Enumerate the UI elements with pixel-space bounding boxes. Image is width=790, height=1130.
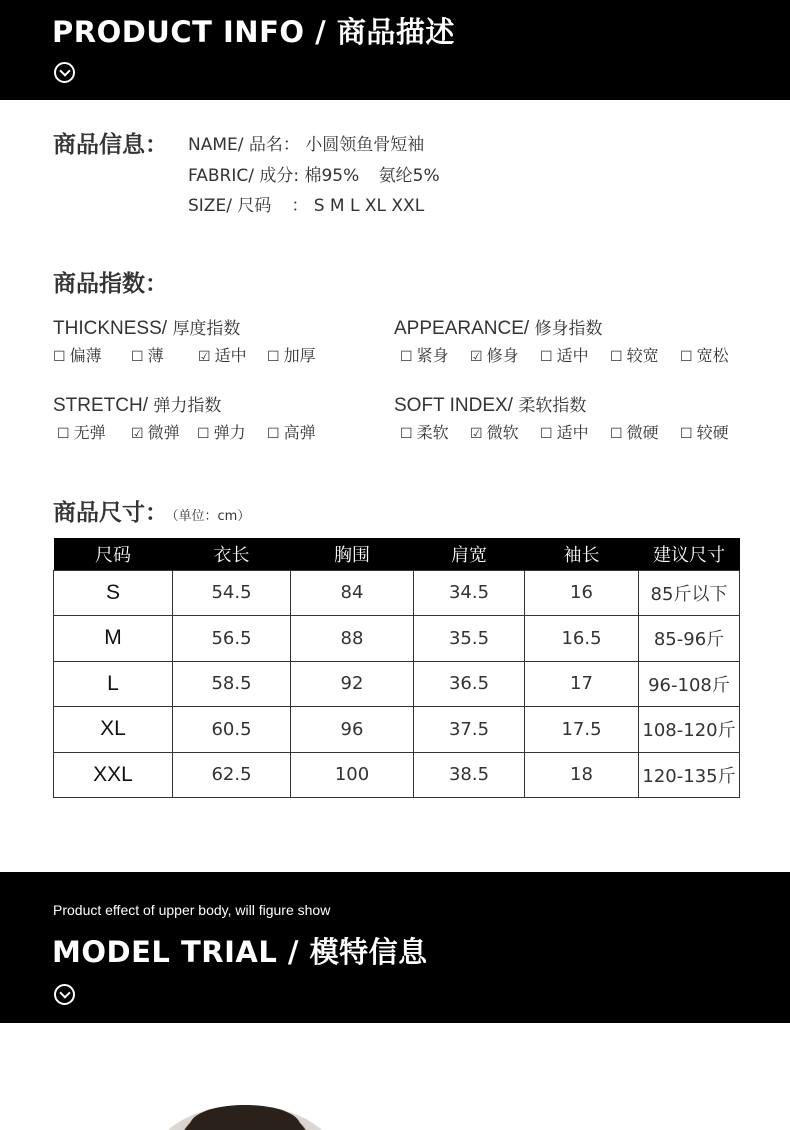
table-cell: 85斤以下 xyxy=(639,570,740,616)
index-option-label: 偏薄 xyxy=(69,346,102,365)
soft-index-label: SOFT INDEX/ 柔软指数 xyxy=(394,395,587,416)
table-cell: 17.5 xyxy=(525,707,639,753)
table-cell: 84 xyxy=(291,570,414,616)
model-trial-banner xyxy=(0,872,790,1023)
index-option xyxy=(131,420,180,443)
header-shoulder: 肩宽 xyxy=(414,538,525,570)
model-trial-title: MODEL TRIAL / 模特信息 xyxy=(52,935,428,969)
size-line xyxy=(188,191,440,222)
index-option-label: 无弹 xyxy=(73,423,106,442)
index-option xyxy=(53,343,102,366)
unchecked-box-icon: ☐ xyxy=(610,349,623,365)
index-option-label: 适中 xyxy=(214,346,247,365)
table-row xyxy=(54,707,740,753)
thickness-index xyxy=(53,314,383,365)
index-option-label: 柔软 xyxy=(416,423,449,442)
header-chest: 胸围 xyxy=(291,538,414,570)
appearance-options xyxy=(394,343,744,365)
index-option xyxy=(680,420,729,443)
header-length: 衣长 xyxy=(173,538,291,570)
size-value: S M L XL XXL xyxy=(313,196,425,216)
chevron-down-circle-icon xyxy=(54,62,75,83)
index-option-label: 高弹 xyxy=(283,423,316,442)
table-cell: 88 xyxy=(291,616,414,662)
name-line xyxy=(188,130,440,161)
fabric-value-spandex: 氨纶5% xyxy=(378,165,440,186)
size-table-header xyxy=(54,538,740,570)
index-option-label: 加厚 xyxy=(283,346,316,365)
table-cell: 37.5 xyxy=(414,707,525,753)
table-cell: 58.5 xyxy=(173,661,291,707)
unchecked-box-icon: ☐ xyxy=(400,349,413,365)
index-option xyxy=(470,420,519,443)
index-option xyxy=(610,343,659,366)
size-heading: 商品尺寸： （单位：cm） xyxy=(53,500,251,526)
size-table xyxy=(53,538,740,798)
table-cell: 35.5 xyxy=(414,616,525,662)
appearance-index xyxy=(394,314,744,365)
table-cell: 34.5 xyxy=(414,570,525,616)
unchecked-box-icon: ☐ xyxy=(57,426,70,442)
name-value: 小圆领鱼骨短袖 xyxy=(305,135,425,155)
table-cell: 62.5 xyxy=(173,752,291,798)
table-cell: S xyxy=(54,570,173,616)
unchecked-box-icon: ☐ xyxy=(680,426,693,442)
product-info-title: PRODUCT INFO / 商品描述 xyxy=(52,15,455,49)
stretch-index-label: STRETCH/ 弹力指数 xyxy=(53,395,222,416)
checked-box-icon: ☑ xyxy=(198,349,211,365)
size-sep: ： xyxy=(291,196,309,216)
index-option-label: 微软 xyxy=(486,423,519,442)
table-cell: 96-108斤 xyxy=(639,661,740,707)
chevron-down-circle-icon xyxy=(54,984,75,1005)
index-option xyxy=(610,420,659,443)
soft-index xyxy=(394,391,744,442)
product-info-lines xyxy=(188,130,440,222)
stretch-index xyxy=(53,391,383,442)
name-label: NAME/ 品名： xyxy=(188,135,300,155)
index-heading: 商品指数： xyxy=(53,271,168,297)
table-cell: 100 xyxy=(291,752,414,798)
index-option-label: 适中 xyxy=(556,423,589,442)
unchecked-box-icon: ☐ xyxy=(400,426,413,442)
unit-note: （单位：cm） xyxy=(172,509,251,524)
table-cell: 92 xyxy=(291,661,414,707)
index-option xyxy=(267,420,316,443)
index-option xyxy=(131,343,164,366)
index-option xyxy=(198,343,247,366)
index-option-label: 微弹 xyxy=(147,423,180,442)
index-option-label: 薄 xyxy=(147,346,164,365)
checked-box-icon: ☑ xyxy=(131,426,144,442)
index-option xyxy=(267,343,316,366)
table-cell: 120-135斤 xyxy=(639,752,740,798)
thickness-index-label: THICKNESS/ 厚度指数 xyxy=(53,318,241,339)
fabric-value-cotton: 棉95% xyxy=(304,165,360,186)
unchecked-box-icon: ☐ xyxy=(540,349,553,365)
table-cell: 16.5 xyxy=(525,616,639,662)
index-option-label: 适中 xyxy=(556,346,589,365)
index-option xyxy=(400,420,449,443)
unchecked-box-icon: ☐ xyxy=(267,349,280,365)
table-cell: 85-96斤 xyxy=(639,616,740,662)
header-size: 尺码 xyxy=(54,538,173,570)
table-row xyxy=(54,752,740,798)
stretch-options xyxy=(53,420,383,442)
size-label: SIZE/ 尺码 xyxy=(188,196,272,216)
product-info-banner xyxy=(0,0,790,100)
table-cell: 38.5 xyxy=(414,752,525,798)
unchecked-box-icon: ☐ xyxy=(610,426,623,442)
index-option xyxy=(197,420,246,443)
model-hair-shape xyxy=(190,1105,300,1130)
index-option-label: 较硬 xyxy=(696,423,729,442)
index-option-label: 紧身 xyxy=(416,346,449,365)
index-option-label: 弹力 xyxy=(213,423,246,442)
unchecked-box-icon: ☐ xyxy=(53,349,66,365)
thickness-options xyxy=(53,343,383,365)
table-cell: 54.5 xyxy=(173,570,291,616)
table-cell: 18 xyxy=(525,752,639,798)
appearance-index-label: APPEARANCE/ 修身指数 xyxy=(394,318,603,339)
table-cell: XL xyxy=(54,707,173,753)
header-suggested: 建议尺寸 xyxy=(639,538,740,570)
table-row xyxy=(54,616,740,662)
index-option xyxy=(470,343,519,366)
table-cell: 36.5 xyxy=(414,661,525,707)
table-cell: 16 xyxy=(525,570,639,616)
unchecked-box-icon: ☐ xyxy=(131,349,144,365)
model-trial-subtitle: Product effect of upper body, will figure show xyxy=(53,902,331,918)
index-option xyxy=(540,343,589,366)
header-sleeve: 袖长 xyxy=(525,538,639,570)
index-option-label: 较宽 xyxy=(626,346,659,365)
index-option xyxy=(540,420,589,443)
fabric-label: FABRIC/ 成分: xyxy=(188,165,300,186)
table-cell: 56.5 xyxy=(173,616,291,662)
unchecked-box-icon: ☐ xyxy=(540,426,553,442)
table-row xyxy=(54,570,740,616)
unchecked-box-icon: ☐ xyxy=(680,349,693,365)
index-option-label: 修身 xyxy=(486,346,519,365)
checked-box-icon: ☑ xyxy=(470,349,483,365)
checked-box-icon: ☑ xyxy=(470,426,483,442)
table-cell: L xyxy=(54,661,173,707)
table-cell: 17 xyxy=(525,661,639,707)
table-cell: 60.5 xyxy=(173,707,291,753)
product-info-heading: 商品信息： xyxy=(53,132,168,158)
unchecked-box-icon: ☐ xyxy=(197,426,210,442)
table-row xyxy=(54,661,740,707)
model-photo xyxy=(150,1105,340,1130)
table-cell: 108-120斤 xyxy=(639,707,740,753)
index-option xyxy=(57,420,106,443)
index-option xyxy=(680,343,729,366)
fabric-line xyxy=(188,161,440,192)
table-cell: 96 xyxy=(291,707,414,753)
index-option-label: 宽松 xyxy=(696,346,729,365)
index-option xyxy=(400,343,449,366)
unchecked-box-icon: ☐ xyxy=(267,426,280,442)
table-cell: M xyxy=(54,616,173,662)
soft-options xyxy=(394,420,744,442)
table-cell: XXL xyxy=(54,752,173,798)
index-option-label: 微硬 xyxy=(626,423,659,442)
